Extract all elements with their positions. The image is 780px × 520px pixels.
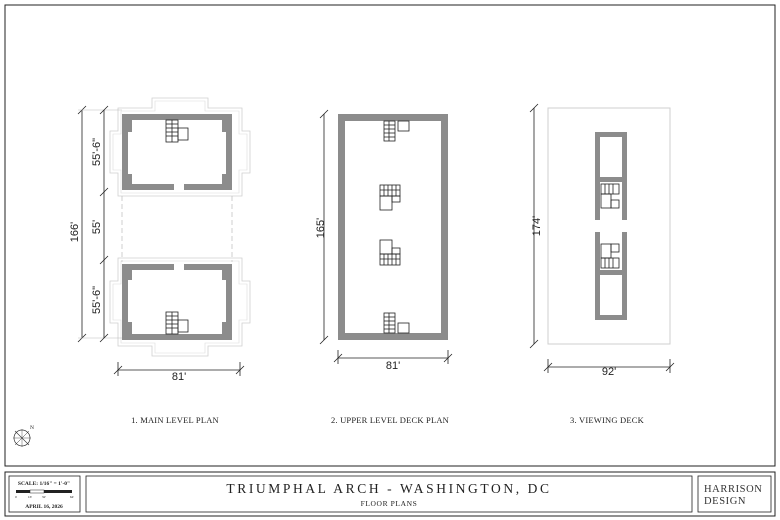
title-block (5, 472, 775, 516)
date-label: APRIL 16, 2026 (25, 504, 63, 510)
plan-caption-upper-deck: 2. UPPER LEVEL DECK PLAN (330, 415, 450, 425)
upper-deck-plan (315, 110, 452, 372)
dim-overall-height: 165' (315, 217, 327, 239)
sheet-title: FLOOR PLANS (360, 499, 418, 508)
firm-name-line2: DESIGN (704, 496, 747, 507)
north-label: N (30, 425, 34, 431)
stair-icon (166, 120, 188, 142)
compass-icon (13, 429, 31, 447)
upper-pier-walls (122, 114, 232, 190)
scale-bar (16, 490, 72, 493)
dim-middle-gap: 55' (91, 219, 103, 235)
stair-icon (601, 244, 619, 268)
plan-caption-viewing-deck: 3. VIEWING DECK (570, 415, 644, 425)
stair-icon (601, 184, 619, 208)
dim-overall-height: 174' (531, 215, 543, 237)
dim-overall-height: 166' (69, 221, 81, 243)
dim-width: 92' (601, 366, 617, 378)
scale-tick-1: 16' (27, 495, 33, 499)
main-level-plan (69, 98, 250, 383)
project-title: TRIUMPHAL ARCH - WASHINGTON, DC (226, 481, 552, 496)
firm-name-line1: HARRISON (704, 484, 763, 495)
dim-width: 81' (171, 371, 187, 383)
deck-outline (548, 108, 670, 344)
stair-icon (166, 312, 188, 334)
scale-label: SCALE: 1/16" = 1'-0" (17, 481, 71, 487)
scale-tick-2: 32' (41, 495, 47, 499)
viewing-deck-plan (530, 104, 674, 378)
scale-tick-0: 0 (15, 495, 17, 499)
plan-caption-main-level: 1. MAIN LEVEL PLAN (131, 415, 219, 425)
lower-pier-walls (122, 264, 232, 340)
dim-upper-bay: 55'-6" (91, 137, 103, 167)
dim-width: 81' (385, 360, 401, 372)
scale-tick-3: 64' (69, 495, 75, 499)
dim-lower-bay: 55'-6" (91, 285, 103, 315)
